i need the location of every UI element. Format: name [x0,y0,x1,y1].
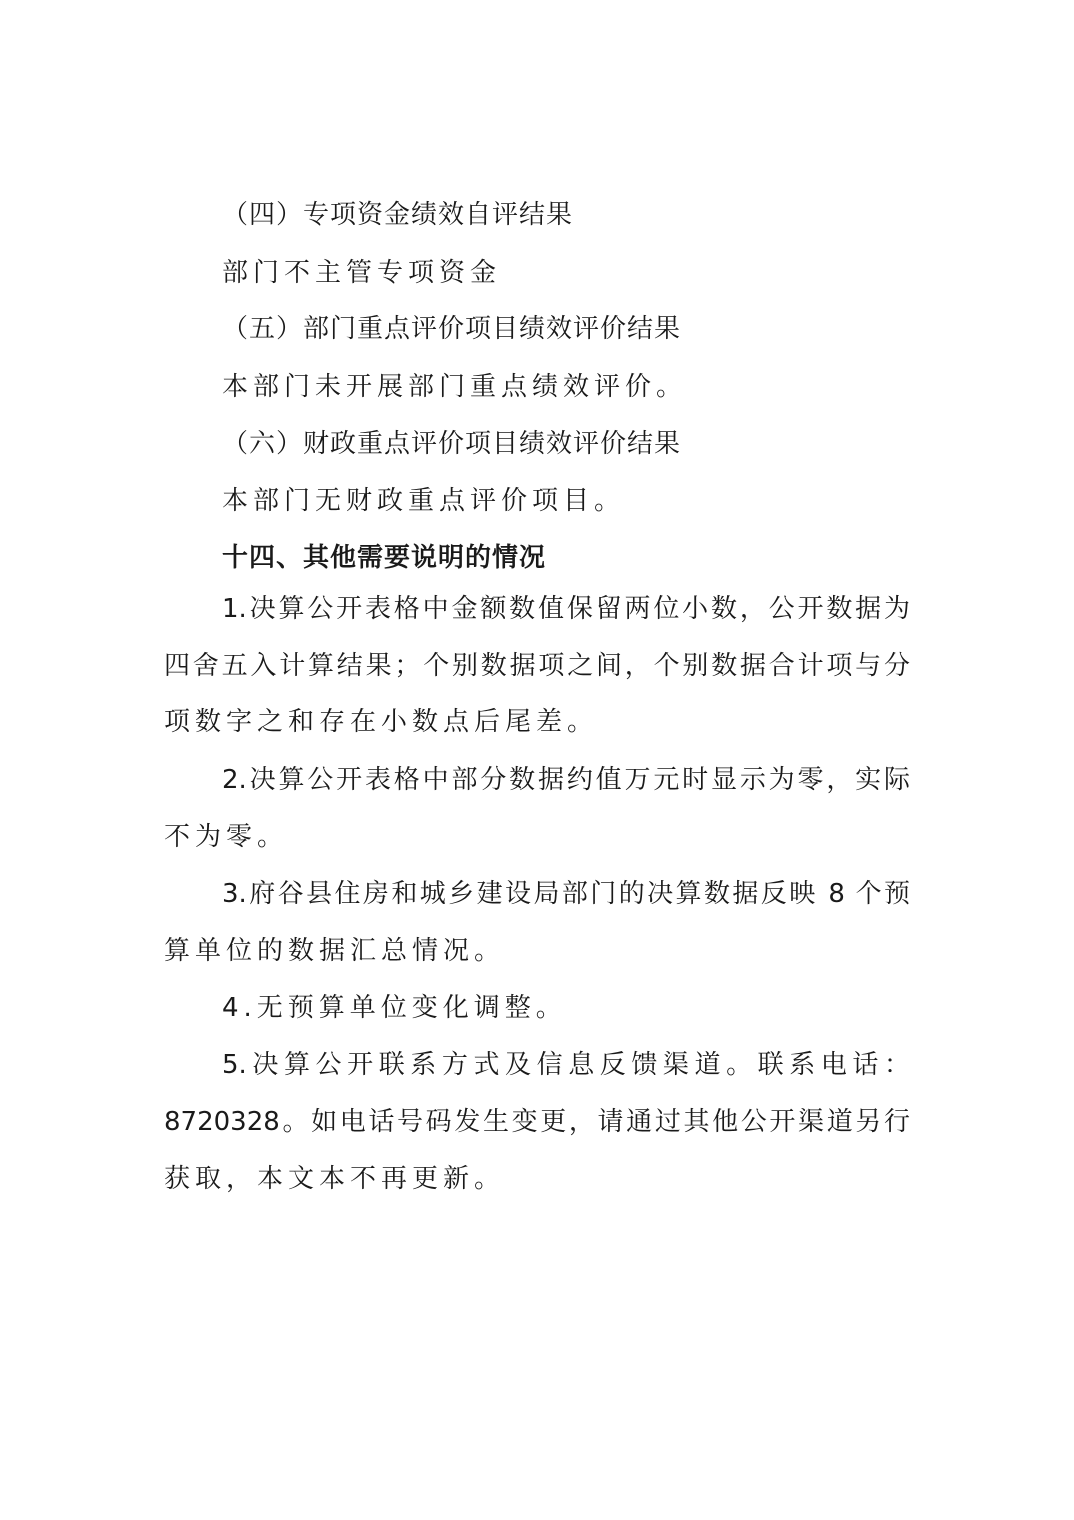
item-2-line-2: 不为零。 [164,822,289,852]
item-1-line-2: 四舍五入计算结果；个别数据项之间，个别数据合计项与分 [164,651,910,681]
section-6-heading: （六）财政重点评价项目绩效评价结果 [222,429,682,459]
item-2-line-1: 2.决算公开表格中部分数据约值万元时显示为零，实际 [222,765,910,795]
section-4-body: 部门不主管专项资金 [222,258,502,288]
section-6-body: 本部门无财政重点评价项目。 [222,486,626,516]
item-3-line-2: 算单位的数据汇总情况。 [164,936,506,966]
section-5-body: 本部门未开展部门重点绩效评价。 [222,372,688,402]
item-5-line-1: 5.决算公开联系方式及信息反馈渠道。联系电话： [222,1050,910,1080]
section-14-heading: 十四、其他需要说明的情况 [222,543,547,573]
item-3-line-1: 3.府谷县住房和城乡建设局部门的决算数据反映 8 个预 [222,879,910,909]
section-5-heading: （五）部门重点评价项目绩效评价结果 [222,314,682,344]
section-4-heading: （四）专项资金绩效自评结果 [222,200,574,230]
item-5-line-3: 获取，本文本不再更新。 [164,1164,506,1194]
item-5-line-2: 8720328。如电话号码发生变更，请通过其他公开渠道另行 [164,1107,910,1137]
item-1-line-3: 项数字之和存在小数点后尾差。 [164,707,599,737]
item-1-line-1: 1.决算公开表格中金额数值保留两位小数，公开数据为 [222,594,910,624]
item-4-line-1: 4.无预算单位变化调整。 [222,993,567,1023]
